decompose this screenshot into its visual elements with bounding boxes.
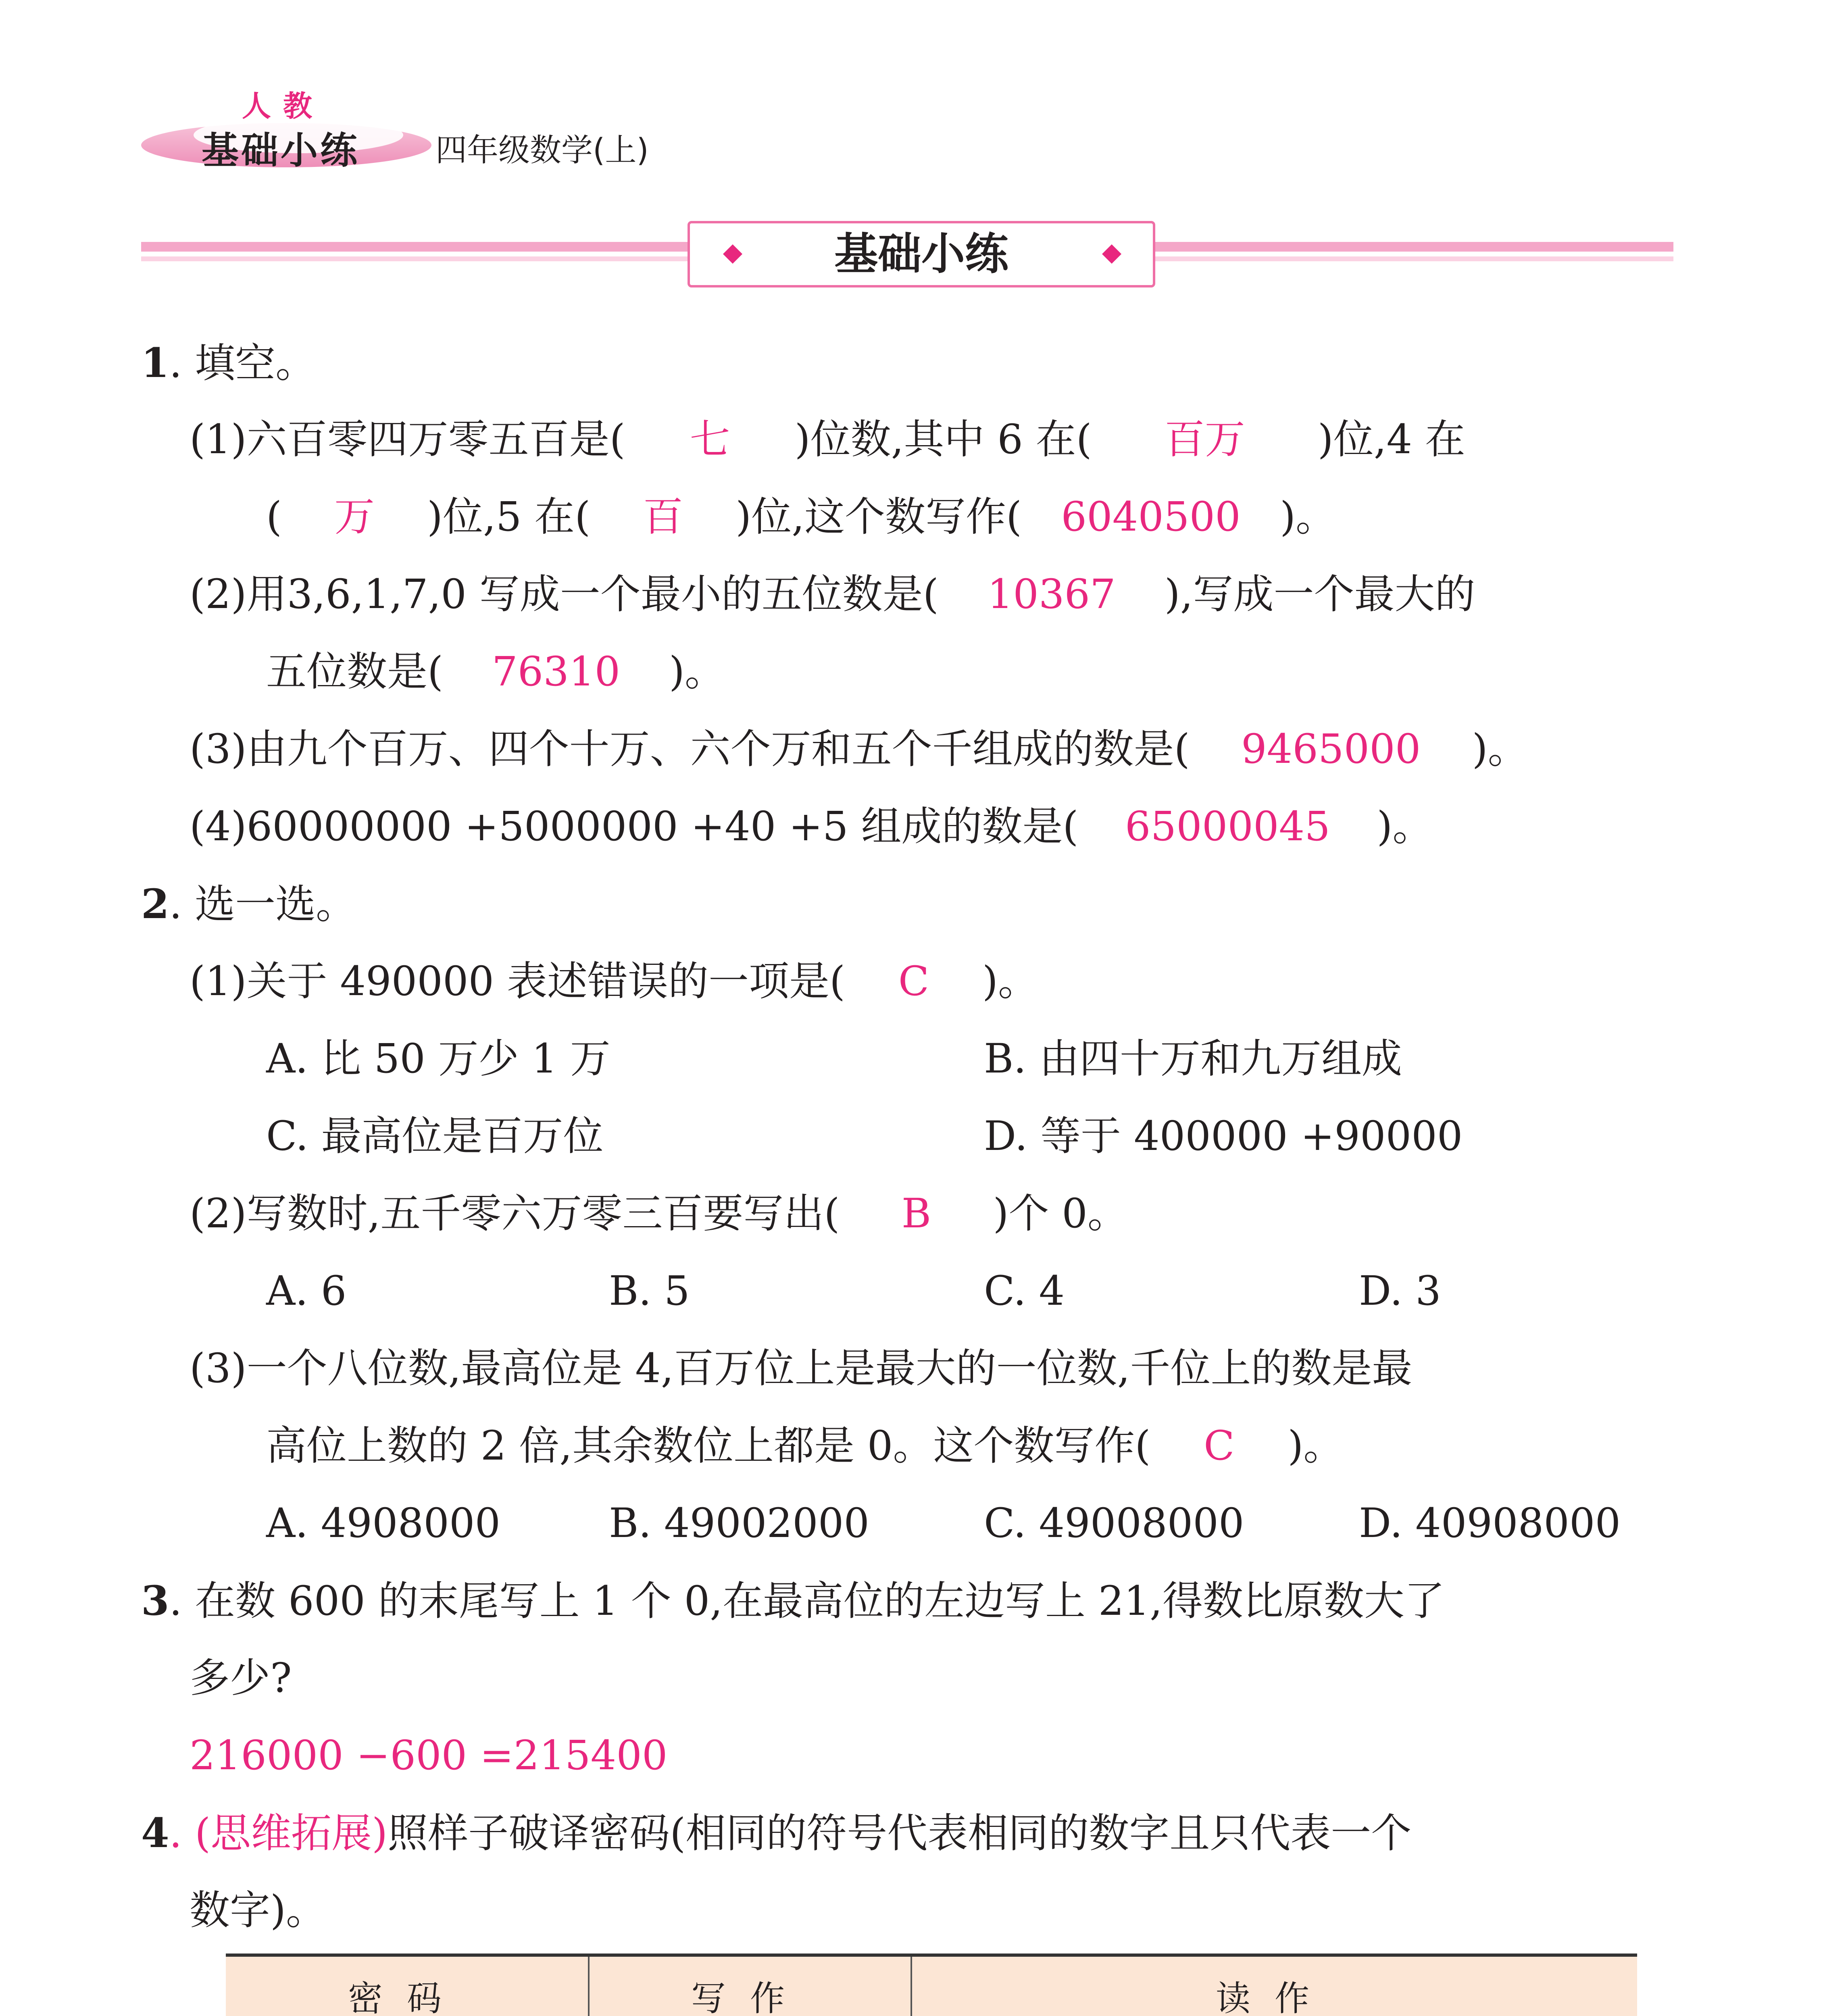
q2-p2-text-b: )个 0。 bbox=[993, 1190, 1128, 1237]
q1-p2-line2 bbox=[266, 648, 725, 696]
q1-p3-answer: 9465000 bbox=[1241, 725, 1421, 773]
q1-p1-answer-5-place: 百 bbox=[643, 493, 683, 540]
q2-p2-option-b: B. 5 bbox=[609, 1267, 690, 1314]
q1-p1-answer-4-place: 万 bbox=[334, 493, 375, 540]
q2-p2-option-a: A. 6 bbox=[266, 1267, 347, 1314]
header-read: 读作 bbox=[911, 1955, 1637, 2016]
table-header-row bbox=[226, 1955, 1637, 2016]
q1-p1-line2 bbox=[266, 493, 1336, 541]
q2-p3-line2 bbox=[266, 1422, 1344, 1470]
q1-p1-answer-digits: 七 bbox=[690, 416, 730, 463]
q1-p2-line1 bbox=[190, 570, 1475, 619]
q1-p1-text-a: (1)六百零四万零五百是( bbox=[190, 416, 625, 463]
q1-p1-answer-number: 6040500 bbox=[1061, 493, 1241, 540]
q1-p1-text-d: ( bbox=[266, 493, 282, 540]
banner-band-left-thin bbox=[141, 256, 688, 261]
q1-p4-text-b: )。 bbox=[1377, 803, 1433, 850]
q2-p1-option-c: C. 最高位是百万位 bbox=[266, 1112, 604, 1160]
q2-p3-text-c: )。 bbox=[1288, 1422, 1344, 1469]
q3-text: . 在数 600 的末尾写上 1 个 0,在最高位的左边写上 21,得数比原数大了 bbox=[169, 1577, 1445, 1624]
q1-p1-text-g: )。 bbox=[1280, 493, 1336, 540]
q2-p1-text-b: )。 bbox=[982, 958, 1038, 1005]
q2-p1-line bbox=[190, 957, 1038, 1006]
q4-tag: . (思维拓展) bbox=[169, 1810, 388, 1857]
q1-heading bbox=[141, 339, 316, 387]
q1-title: . 填空。 bbox=[169, 339, 316, 387]
q2-p1-answer: C bbox=[898, 958, 929, 1005]
q2-p3-option-a: A. 4908000 bbox=[266, 1500, 501, 1547]
q1-p1-answer-6-place: 百万 bbox=[1164, 416, 1245, 463]
q2-p3-option-c: C. 49008000 bbox=[984, 1500, 1244, 1547]
section-title: 基础小练 bbox=[834, 229, 1008, 279]
q1-p4-answer: 65000045 bbox=[1125, 803, 1330, 850]
q1-p1-text-f: )位,这个数写作( bbox=[735, 493, 1022, 540]
q2-p3-option-b: B. 49002000 bbox=[609, 1500, 870, 1547]
q2-p3-answer: C bbox=[1204, 1422, 1235, 1469]
q1-p2-answer-smallest: 10367 bbox=[987, 571, 1116, 618]
q2-p2-text-a: (2)写数时,五千零六万零三百要写出( bbox=[190, 1190, 840, 1237]
grade-label: 四年级数学(上) bbox=[435, 132, 649, 169]
q1-p1-line1 bbox=[190, 415, 1465, 464]
banner-band-right bbox=[1155, 242, 1673, 252]
q4-number: 4 bbox=[141, 1809, 169, 1857]
header-written: 写作 bbox=[589, 1955, 911, 2016]
q1-p1-text-e: )位,5 在( bbox=[427, 493, 591, 540]
q2-p2-line bbox=[190, 1189, 1128, 1238]
cipher-table bbox=[226, 1954, 1637, 2016]
q1-p2-text-d: )。 bbox=[669, 648, 725, 695]
q1-number: 1 bbox=[141, 339, 169, 387]
publisher-label: 人教 bbox=[242, 89, 325, 123]
q2-heading bbox=[141, 880, 356, 929]
q1-p2-text-b: ),写成一个最大的 bbox=[1164, 571, 1475, 618]
q2-number: 2 bbox=[141, 880, 169, 928]
banner-band-left bbox=[141, 242, 688, 252]
q1-p3-line bbox=[190, 725, 1528, 773]
q2-p1-option-b: B. 由四十万和九万组成 bbox=[984, 1035, 1402, 1082]
series-title: 基础小练 bbox=[202, 129, 360, 172]
q2-p3-line1: (3)一个八位数,最高位是 4,百万位上是最大的一位数,千位上的数是最 bbox=[190, 1345, 1413, 1392]
q3-number: 3 bbox=[141, 1577, 169, 1624]
q1-p1-text-c: )位,4 在 bbox=[1317, 416, 1465, 463]
q1-p3-text-b: )。 bbox=[1472, 725, 1528, 773]
q2-p1-text-a: (1)关于 490000 表述错误的一项是( bbox=[190, 958, 845, 1005]
q3-answer: 216000 −600 =215400 bbox=[190, 1732, 668, 1779]
header-code: 密码 bbox=[226, 1955, 589, 2016]
q1-p4-line bbox=[190, 802, 1433, 851]
q2-p1-option-a: A. 比 50 万少 1 万 bbox=[266, 1035, 610, 1082]
q4-line1 bbox=[141, 1809, 1411, 1858]
q2-p3-option-d: D. 40908000 bbox=[1359, 1500, 1621, 1547]
q1-p3-text-a: (3)由九个百万、四个十万、六个万和五个千组成的数是( bbox=[190, 725, 1190, 773]
q2-p2-option-d: D. 3 bbox=[1359, 1267, 1441, 1314]
q2-p1-option-d: D. 等于 400000 +90000 bbox=[984, 1112, 1463, 1160]
q2-p2-answer: B bbox=[901, 1190, 931, 1237]
q1-p2-answer-largest: 76310 bbox=[492, 648, 621, 695]
q4-line2: 数字)。 bbox=[190, 1887, 327, 1934]
banner-band-right-thin bbox=[1155, 256, 1673, 261]
q3-line2: 多少? bbox=[190, 1654, 292, 1702]
q1-p4-text-a: (4)60000000 +5000000 +40 +5 组成的数是( bbox=[190, 803, 1079, 850]
q1-p2-text-c: 五位数是( bbox=[266, 648, 444, 695]
q3-line1 bbox=[141, 1577, 1445, 1625]
q2-p2-option-c: C. 4 bbox=[984, 1267, 1065, 1314]
q2-p3-text-b: 高位上数的 2 倍,其余数位上都是 0。这个数写作( bbox=[266, 1422, 1151, 1469]
q4-text: 照样子破译密码(相同的符号代表相同的数字且只代表一个 bbox=[388, 1810, 1412, 1857]
q1-p1-text-b: )位数,其中 6 在( bbox=[794, 416, 1092, 463]
q2-title: . 选一选。 bbox=[169, 881, 356, 928]
q1-p2-text-a: (2)用3,6,1,7,0 写成一个最小的五位数是( bbox=[190, 571, 939, 618]
